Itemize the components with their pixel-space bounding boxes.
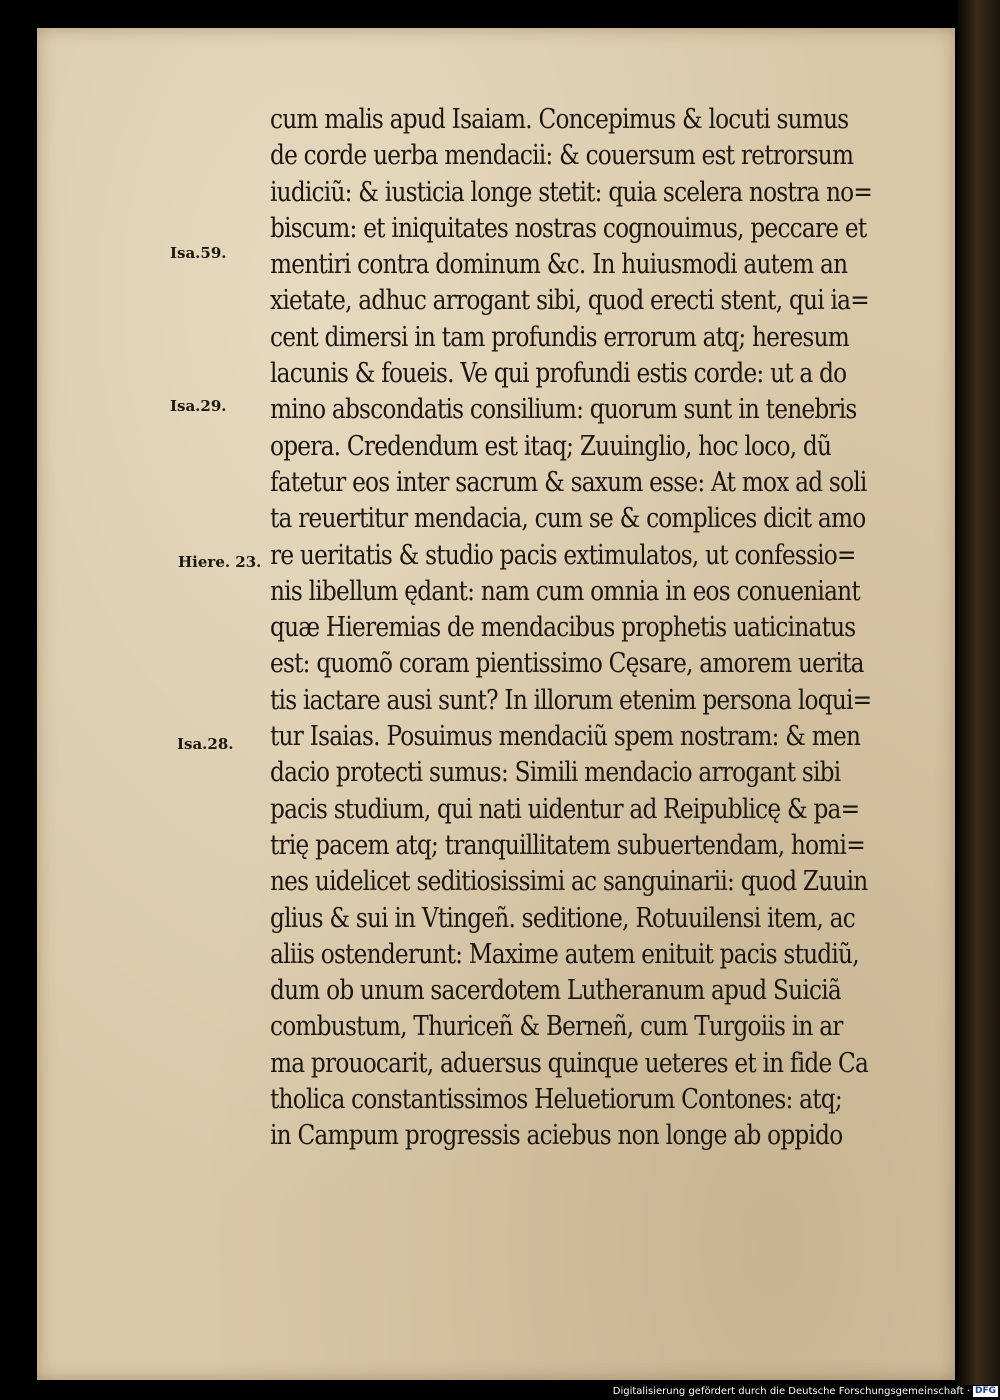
- body-text: [270, 102, 950, 1155]
- text-line: pacis studium, qui nati uidentur ad Reipublicę & pa=: [270, 793, 860, 825]
- text-line: tholica constantissimos Heluetiorum Contones: atq;: [270, 1084, 842, 1116]
- text-line: aliis ostenderunt: Maxime autem enituit pacis studiũ,: [270, 938, 859, 970]
- text-line: ta reuertitur mendacia, cum se & complices dicit amo: [270, 503, 866, 535]
- text-line: fatetur eos inter sacrum & saxum esse: At mox ad soli: [270, 466, 867, 498]
- text-line: trię pacem atq; tranquillitatem subuertendam, homi=: [270, 829, 865, 861]
- text-line: tur Isaias. Posuimus mendaciũ spem nostram: & men: [270, 721, 861, 753]
- text-line: nes uidelicet seditiosissimi ac sanguinarii: quod Zuuin: [270, 866, 868, 898]
- text-line: est: quomõ coram pientissimo Cęsare, amorem uerita: [270, 648, 864, 680]
- text-line: mentiri contra dominum &c. In huiusmodi autem an: [270, 249, 848, 281]
- text-line: de corde uerba mendacii: & couersum est retrorsum: [270, 140, 854, 172]
- dfg-logo: DFG: [974, 1385, 996, 1396]
- credit-text: Digitalisierung gefördert durch die Deutsche Forschungsgemeinschaft ·: [612, 1386, 970, 1397]
- margin-note-isa-28: Isa.28.: [177, 735, 234, 753]
- text-line: dum ob unum sacerdotem Lutheranum apud Suiciã: [270, 975, 841, 1007]
- text-line: lacunis & foueis. Ve qui profundi estis corde: ut a do: [270, 358, 847, 390]
- book-edge: [958, 0, 1000, 1385]
- text-line: quæ Hieremias de mendacibus prophetis uaticinatus: [270, 612, 856, 644]
- digitization-credit: [600, 1383, 998, 1400]
- text-line: biscum: et iniquitates nostras cognouimus, peccare et: [270, 212, 867, 244]
- text-line: iudiciũ: & iusticia longe stetit: quia scelera nostra no=: [270, 176, 873, 208]
- text-line: cent dimersi in tam profundis errorum atq; heresum: [270, 321, 850, 353]
- text-line: combustum, Thuriceñ & Berneñ, cum Turgoiis in ar: [270, 1011, 843, 1043]
- margin-note-isa-29: Isa.29.: [170, 397, 227, 415]
- margin-note-hiere-23: Hiere. 23.: [178, 553, 262, 571]
- text-line: in Campum progressis aciebus non longe ab oppido: [270, 1120, 843, 1152]
- text-line: cum malis apud Isaiam. Concepimus & locuti sumus: [270, 104, 849, 135]
- text-line: glius & sui in Vtingeñ. seditione, Rotuuilensi item, ac: [270, 902, 855, 934]
- text-line: re ueritatis & studio pacis extimulatos, ut confessio=: [270, 539, 856, 571]
- text-line: ma prouocarit, aduersus quinque ueteres et in fide Ca: [270, 1047, 869, 1079]
- text-line: opera. Credendum est itaq; Zuuinglio, hoc loco, dũ: [270, 430, 832, 462]
- text-line: dacio protecti sumus: Simili mendacio arrogant sibi: [270, 757, 841, 789]
- text-line: xietate, adhuc arrogant sibi, quod erecti stent, qui ia=: [270, 285, 869, 317]
- text-line: mino abscondatis consilium: quorum sunt in tenebris: [270, 394, 857, 426]
- margin-note-isa-59: Isa.59.: [170, 244, 227, 262]
- text-line: nis libellum ędant: nam cum omnia in eos conueniant: [270, 575, 860, 607]
- text-line: tis iactare ausi sunt? In illorum etenim persona loqui=: [270, 684, 872, 716]
